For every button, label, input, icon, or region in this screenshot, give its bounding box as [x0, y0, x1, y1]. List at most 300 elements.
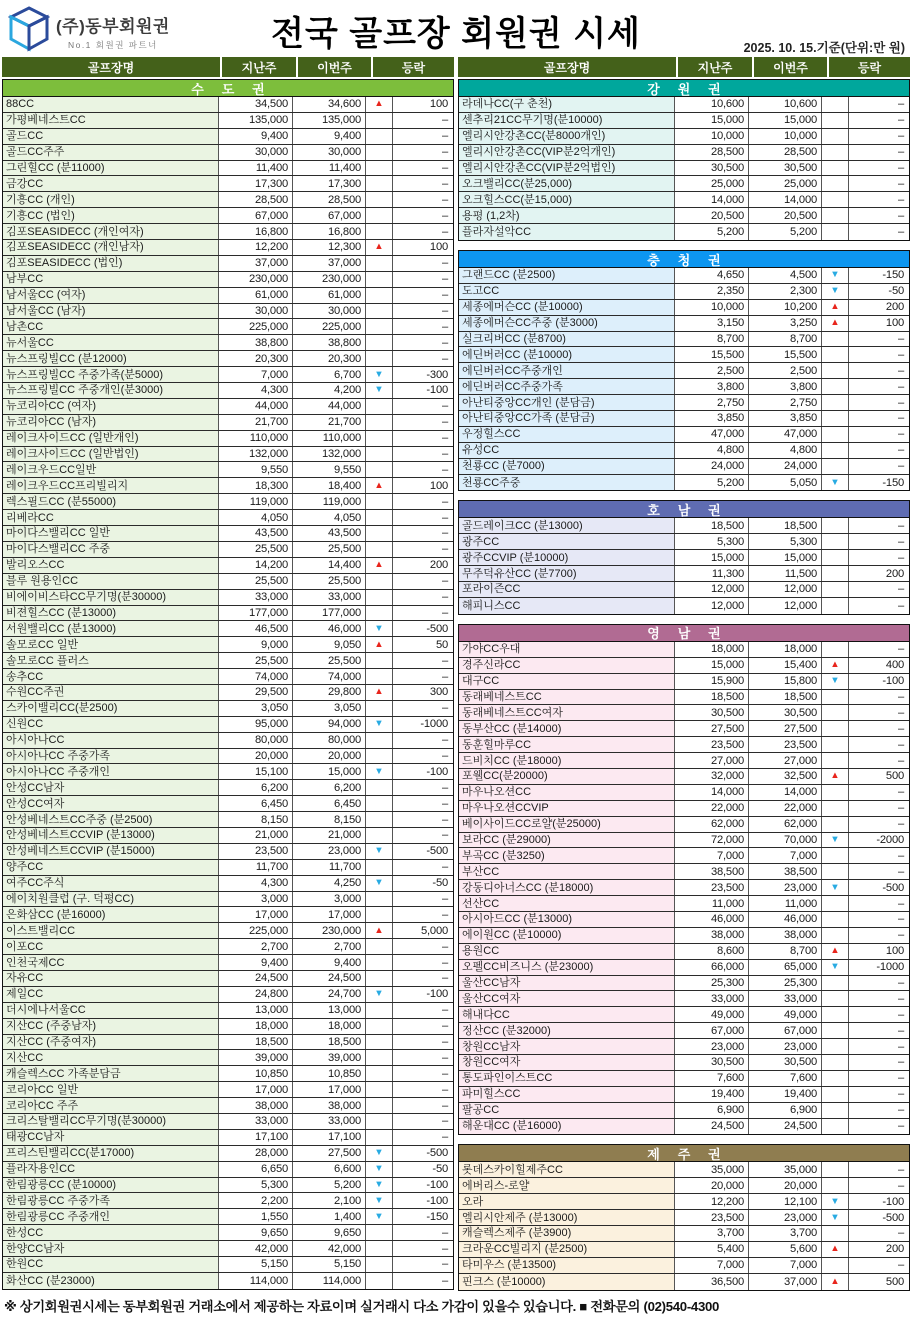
- last-week-price-cell: 7,000: [675, 1258, 749, 1273]
- table-row: [459, 347, 909, 363]
- change-direction-cell: [366, 971, 393, 986]
- last-week-price-cell: 33,000: [219, 590, 293, 605]
- table-row: [3, 939, 453, 955]
- this-week-price-cell: 94,000: [293, 717, 366, 732]
- course-name-cell: 솔모로CC 일반: [3, 637, 219, 652]
- last-week-price-cell: 30,000: [219, 145, 293, 160]
- column-header-course-name: 골프장명: [2, 57, 220, 77]
- last-week-price-cell: 38,000: [675, 928, 749, 943]
- change-value-cell: –: [393, 208, 452, 223]
- table-row: [459, 817, 909, 833]
- last-week-price-cell: 23,000: [675, 1039, 749, 1054]
- last-week-price-cell: 16,800: [219, 224, 293, 239]
- change-value-cell: –: [849, 864, 908, 879]
- course-name-cell: 아시아나CC 주중개인: [3, 764, 219, 779]
- last-week-price-cell: 37,000: [219, 256, 293, 271]
- course-name-cell: 지산CC: [3, 1050, 219, 1065]
- this-week-price-cell: 65,000: [749, 960, 822, 975]
- course-name-cell: 엘리시안강촌CC(VIP분2억개인): [459, 145, 675, 160]
- last-week-price-cell: 3,050: [219, 701, 293, 716]
- down-arrow-icon: ▼: [366, 1193, 393, 1208]
- down-arrow-icon: ▼: [366, 844, 393, 859]
- change-direction-cell: [366, 161, 393, 176]
- this-week-price-cell: 18,500: [293, 1035, 366, 1050]
- last-week-price-cell: 10,600: [675, 97, 749, 112]
- last-week-price-cell: 29,500: [219, 685, 293, 700]
- change-value-cell: -500: [849, 1210, 908, 1225]
- change-value-cell: -150: [393, 1209, 452, 1224]
- last-week-price-cell: 1,550: [219, 1209, 293, 1224]
- this-week-price-cell: 7,600: [749, 1071, 822, 1086]
- course-name-cell: 보라CC (분29000): [459, 833, 675, 848]
- course-name-cell: 실크리버CC (분8700): [459, 332, 675, 347]
- this-week-price-cell: 12,000: [749, 598, 822, 614]
- this-week-price-cell: 110,000: [293, 431, 366, 446]
- down-arrow-icon: ▼: [366, 383, 393, 398]
- last-week-price-cell: 25,500: [219, 542, 293, 557]
- change-direction-cell: [366, 669, 393, 684]
- course-name-cell: 안성베네스트CC주중 (분2500): [3, 812, 219, 827]
- course-name-cell: 골드CC: [3, 129, 219, 144]
- change-value-cell: –: [393, 161, 452, 176]
- change-value-cell: -100: [393, 987, 452, 1002]
- last-week-price-cell: 47,000: [675, 427, 749, 442]
- this-week-price-cell: 17,100: [293, 1130, 366, 1145]
- change-value-cell: –: [393, 399, 452, 414]
- change-value-cell: –: [393, 1241, 452, 1256]
- change-value-cell: –: [393, 701, 452, 716]
- change-direction-cell: [822, 145, 849, 160]
- change-direction-cell: [366, 780, 393, 795]
- last-week-price-cell: 20,500: [675, 208, 749, 223]
- change-value-cell: –: [393, 542, 452, 557]
- last-week-price-cell: 27,000: [675, 753, 749, 768]
- down-arrow-icon: ▼: [822, 268, 849, 283]
- this-week-price-cell: 4,200: [293, 383, 366, 398]
- up-arrow-icon: ▲: [822, 944, 849, 959]
- table-row: [3, 1019, 453, 1035]
- this-week-price-cell: 3,800: [749, 379, 822, 394]
- last-week-price-cell: 61,000: [219, 288, 293, 303]
- down-arrow-icon: ▼: [366, 1178, 393, 1193]
- change-value-cell: –: [849, 801, 908, 816]
- this-week-price-cell: 33,000: [293, 590, 366, 605]
- table-row: [3, 733, 453, 749]
- table-row: [3, 1241, 453, 1257]
- last-week-price-cell: 4,650: [675, 268, 749, 283]
- table-row: [3, 701, 453, 717]
- change-value-cell: –: [849, 642, 908, 657]
- table-row: [3, 1193, 453, 1209]
- change-direction-cell: [822, 912, 849, 927]
- course-name-cell: 팔공CC: [459, 1103, 675, 1118]
- last-week-price-cell: 38,000: [219, 1098, 293, 1113]
- this-week-price-cell: 21,700: [293, 415, 366, 430]
- change-value-cell: –: [849, 347, 908, 362]
- change-value-cell: –: [393, 828, 452, 843]
- change-direction-cell: [366, 304, 393, 319]
- left-column-header-row: [2, 57, 454, 77]
- region-body-sudogwon: [3, 97, 453, 1289]
- last-week-price-cell: 6,650: [219, 1162, 293, 1177]
- this-week-price-cell: 10,600: [749, 97, 822, 112]
- change-direction-cell: [366, 431, 393, 446]
- this-week-price-cell: 9,400: [293, 955, 366, 970]
- last-week-price-cell: 20,000: [219, 749, 293, 764]
- change-value-cell: -500: [393, 844, 452, 859]
- course-name-cell: 자유CC: [3, 971, 219, 986]
- change-direction-cell: [822, 598, 849, 614]
- last-week-price-cell: 6,450: [219, 796, 293, 811]
- change-direction-cell: [366, 510, 393, 525]
- course-name-cell: 이스트밸리CC: [3, 923, 219, 938]
- this-week-price-cell: 42,000: [293, 1241, 366, 1256]
- table-row: [459, 721, 909, 737]
- change-value-cell: -100: [393, 764, 452, 779]
- change-value-cell: –: [393, 939, 452, 954]
- change-direction-cell: [822, 1103, 849, 1118]
- this-week-price-cell: 38,800: [293, 335, 366, 350]
- table-row: [459, 1055, 909, 1071]
- table-row: [459, 737, 909, 753]
- change-value-cell: –: [393, 749, 452, 764]
- change-value-cell: –: [849, 928, 908, 943]
- course-name-cell: 롯데스카이힐제주CC: [459, 1162, 675, 1177]
- table-row: [459, 705, 909, 721]
- region-body-jeju: [459, 1162, 909, 1289]
- course-name-cell: 동훈힐마루CC: [459, 737, 675, 752]
- this-week-price-cell: 23,000: [749, 1039, 822, 1054]
- up-arrow-icon: ▲: [822, 1274, 849, 1290]
- this-week-price-cell: 13,000: [293, 1003, 366, 1018]
- last-week-price-cell: 5,150: [219, 1257, 293, 1272]
- change-value-cell: –: [393, 1130, 452, 1145]
- change-value-cell: 500: [849, 1274, 908, 1290]
- last-week-price-cell: 23,500: [219, 844, 293, 859]
- this-week-price-cell: 23,000: [749, 1210, 822, 1225]
- last-week-price-cell: 80,000: [219, 733, 293, 748]
- right-column-header-row: [458, 57, 910, 77]
- change-value-cell: –: [393, 129, 452, 144]
- table-row: [3, 256, 453, 272]
- region-section-sudogwon: [2, 79, 454, 1290]
- this-week-price-cell: 18,500: [749, 690, 822, 705]
- change-value-cell: 300: [393, 685, 452, 700]
- change-direction-cell: [822, 721, 849, 736]
- this-week-price-cell: 4,800: [749, 443, 822, 458]
- last-week-price-cell: 13,000: [219, 1003, 293, 1018]
- change-value-cell: –: [393, 526, 452, 541]
- change-direction-cell: [822, 129, 849, 144]
- table-row: [459, 912, 909, 928]
- this-week-price-cell: 35,000: [749, 1162, 822, 1177]
- change-value-cell: –: [849, 459, 908, 474]
- table-row: [3, 129, 453, 145]
- change-direction-cell: [366, 892, 393, 907]
- table-row: [3, 272, 453, 288]
- course-name-cell: 양주CC: [3, 860, 219, 875]
- this-week-price-cell: 3,250: [749, 316, 822, 331]
- change-direction-cell: [822, 566, 849, 581]
- table-row: [3, 606, 453, 622]
- last-week-price-cell: 2,200: [219, 1193, 293, 1208]
- right-table-column: [458, 57, 910, 1291]
- last-week-price-cell: 18,000: [675, 642, 749, 657]
- table-row: [459, 192, 909, 208]
- table-row: [3, 494, 453, 510]
- change-direction-cell: [366, 192, 393, 207]
- this-week-price-cell: 11,400: [293, 161, 366, 176]
- last-week-price-cell: 5,200: [675, 224, 749, 240]
- this-week-price-cell: 177,000: [293, 606, 366, 621]
- table-row: [459, 1007, 909, 1023]
- last-week-price-cell: 10,850: [219, 1066, 293, 1081]
- change-direction-cell: [366, 272, 393, 287]
- change-direction-cell: [366, 335, 393, 350]
- this-week-price-cell: 21,000: [293, 828, 366, 843]
- this-week-price-cell: 17,000: [293, 1082, 366, 1097]
- this-week-price-cell: 20,300: [293, 351, 366, 366]
- last-week-price-cell: 17,000: [219, 1082, 293, 1097]
- change-value-cell: –: [393, 145, 452, 160]
- course-name-cell: 더시에나서울CC: [3, 1003, 219, 1018]
- this-week-price-cell: 30,500: [749, 161, 822, 176]
- table-row: [459, 550, 909, 566]
- change-direction-cell: [366, 288, 393, 303]
- last-week-price-cell: 49,000: [675, 1007, 749, 1022]
- change-direction-cell: [822, 224, 849, 240]
- course-name-cell: 은화삼CC (분16000): [3, 907, 219, 922]
- course-name-cell: 신원CC: [3, 717, 219, 732]
- change-value-cell: -150: [849, 475, 908, 491]
- table-row: [459, 1023, 909, 1039]
- last-week-price-cell: 14,200: [219, 558, 293, 573]
- course-name-cell: 안성CC남자: [3, 780, 219, 795]
- table-row: [459, 459, 909, 475]
- change-value-cell: –: [849, 1178, 908, 1193]
- change-value-cell: –: [393, 256, 452, 271]
- table-row: [459, 534, 909, 550]
- course-name-cell: 안성CC여자: [3, 796, 219, 811]
- last-week-price-cell: 8,700: [675, 332, 749, 347]
- last-week-price-cell: 24,500: [675, 1119, 749, 1135]
- change-direction-cell: [366, 1130, 393, 1145]
- this-week-price-cell: 132,000: [293, 447, 366, 462]
- table-row: [459, 1258, 909, 1274]
- change-value-cell: –: [393, 113, 452, 128]
- last-week-price-cell: 15,000: [675, 550, 749, 565]
- course-name-cell: 에버리스-로얄: [459, 1178, 675, 1193]
- change-direction-cell: [822, 395, 849, 410]
- change-direction-cell: [822, 801, 849, 816]
- this-week-price-cell: 70,000: [749, 833, 822, 848]
- course-name-cell: 라데나CC(구 춘천): [459, 97, 675, 112]
- table-row: [3, 558, 453, 574]
- last-week-price-cell: 25,500: [219, 574, 293, 589]
- this-week-price-cell: 15,500: [749, 347, 822, 362]
- course-name-cell: 코리아CC 일반: [3, 1082, 219, 1097]
- this-week-price-cell: 30,500: [749, 1055, 822, 1070]
- this-week-price-cell: 5,200: [749, 224, 822, 240]
- course-name-cell: 해내다CC: [459, 1007, 675, 1022]
- this-week-price-cell: 15,800: [749, 674, 822, 689]
- table-row: [3, 304, 453, 320]
- course-name-cell: 화산CC (분23000): [3, 1273, 219, 1289]
- last-week-price-cell: 27,500: [675, 721, 749, 736]
- course-name-cell: 울산CC여자: [459, 991, 675, 1006]
- table-row: [3, 319, 453, 335]
- last-week-price-cell: 5,400: [675, 1242, 749, 1257]
- change-direction-cell: [366, 526, 393, 541]
- course-name-cell: 핀크스 (분10000): [459, 1274, 675, 1290]
- column-header-this-week: 이번주: [754, 57, 827, 77]
- this-week-price-cell: 19,400: [749, 1087, 822, 1102]
- company-tagline: No.1 회원권 파트너: [67, 40, 158, 50]
- last-week-price-cell: 66,000: [675, 960, 749, 975]
- change-direction-cell: [366, 208, 393, 223]
- last-week-price-cell: 15,900: [675, 674, 749, 689]
- change-value-cell: –: [849, 224, 908, 240]
- this-week-price-cell: 28,500: [749, 145, 822, 160]
- change-value-cell: 400: [849, 658, 908, 673]
- change-value-cell: –: [849, 411, 908, 426]
- change-value-cell: –: [393, 574, 452, 589]
- change-value-cell: -300: [393, 367, 452, 382]
- last-week-price-cell: 6,900: [675, 1103, 749, 1118]
- course-name-cell: 통도파인이스트CC: [459, 1071, 675, 1086]
- change-value-cell: –: [849, 192, 908, 207]
- course-name-cell: 에이원CC (분10000): [459, 928, 675, 943]
- table-row: [3, 876, 453, 892]
- this-week-price-cell: 2,500: [749, 363, 822, 378]
- table-row: [459, 176, 909, 192]
- change-value-cell: –: [393, 304, 452, 319]
- change-direction-cell: [366, 1273, 393, 1289]
- change-direction-cell: [822, 753, 849, 768]
- last-week-price-cell: 5,300: [675, 534, 749, 549]
- last-week-price-cell: 22,000: [675, 801, 749, 816]
- table-row: [3, 351, 453, 367]
- this-week-price-cell: 25,500: [293, 653, 366, 668]
- last-week-price-cell: 18,300: [219, 478, 293, 493]
- this-week-price-cell: 17,300: [293, 176, 366, 191]
- region-body-gangwon: [459, 97, 909, 240]
- this-week-price-cell: 38,000: [293, 1098, 366, 1113]
- change-value-cell: –: [393, 431, 452, 446]
- course-name-cell: 동래베네스트CC여자: [459, 705, 675, 720]
- up-arrow-icon: ▲: [366, 240, 393, 255]
- this-week-price-cell: 30,000: [293, 145, 366, 160]
- this-week-price-cell: 7,000: [749, 848, 822, 863]
- change-direction-cell: [822, 550, 849, 565]
- change-value-cell: –: [849, 1162, 908, 1177]
- course-name-cell: 세종에머슨CC (분10000): [459, 300, 675, 315]
- change-direction-cell: [366, 113, 393, 128]
- this-week-price-cell: 2,700: [293, 939, 366, 954]
- this-week-price-cell: 2,300: [749, 284, 822, 299]
- change-value-cell: –: [393, 510, 452, 525]
- table-row: [459, 1178, 909, 1194]
- change-direction-cell: [366, 145, 393, 160]
- last-week-price-cell: 20,000: [675, 1178, 749, 1193]
- last-week-price-cell: 33,000: [219, 1114, 293, 1129]
- change-value-cell: 500: [849, 769, 908, 784]
- course-name-cell: 레이크우드CC프리빌리지: [3, 478, 219, 493]
- this-week-price-cell: 30,000: [293, 304, 366, 319]
- course-name-cell: 골드레이크CC (분13000): [459, 518, 675, 533]
- course-name-cell: 렉스필드CC (분55000): [3, 494, 219, 509]
- change-value-cell: –: [393, 351, 452, 366]
- this-week-price-cell: 46,000: [749, 912, 822, 927]
- table-row: [3, 97, 453, 113]
- down-arrow-icon: ▼: [366, 987, 393, 1002]
- this-week-price-cell: 14,000: [749, 785, 822, 800]
- table-row: [459, 411, 909, 427]
- this-week-price-cell: 33,000: [293, 1114, 366, 1129]
- table-row: [459, 475, 909, 491]
- change-direction-cell: [822, 1162, 849, 1177]
- course-name-cell: 도고CC: [459, 284, 675, 299]
- last-week-price-cell: 4,300: [219, 383, 293, 398]
- last-week-price-cell: 35,000: [675, 1162, 749, 1177]
- last-week-price-cell: 9,400: [219, 129, 293, 144]
- table-row: [459, 753, 909, 769]
- table-row: [459, 145, 909, 161]
- down-arrow-icon: ▼: [366, 367, 393, 382]
- table-row: [459, 443, 909, 459]
- last-week-price-cell: 17,000: [219, 907, 293, 922]
- last-week-price-cell: 9,000: [219, 637, 293, 652]
- course-name-cell: 포라이즌CC: [459, 582, 675, 597]
- change-value-cell: –: [393, 335, 452, 350]
- last-week-price-cell: 38,500: [675, 864, 749, 879]
- table-row: [3, 447, 453, 463]
- change-direction-cell: [366, 319, 393, 334]
- last-week-price-cell: 11,400: [219, 161, 293, 176]
- change-value-cell: –: [849, 1226, 908, 1241]
- table-row: [459, 518, 909, 534]
- course-name-cell: 아난티중앙CC가족 (분담금): [459, 411, 675, 426]
- table-row: [3, 828, 453, 844]
- last-week-price-cell: 18,000: [219, 1019, 293, 1034]
- this-week-price-cell: 6,900: [749, 1103, 822, 1118]
- course-name-cell: 남촌CC: [3, 319, 219, 334]
- table-row: [3, 892, 453, 908]
- last-week-price-cell: 46,000: [675, 912, 749, 927]
- this-week-price-cell: 62,000: [749, 817, 822, 832]
- last-week-price-cell: 230,000: [219, 272, 293, 287]
- course-name-cell: 아난티중앙CC개인 (분담금): [459, 395, 675, 410]
- region-section-jeju: [458, 1144, 910, 1290]
- change-direction-cell: [366, 749, 393, 764]
- change-direction-cell: [366, 224, 393, 239]
- this-week-price-cell: 3,850: [749, 411, 822, 426]
- change-direction-cell: [822, 928, 849, 943]
- down-arrow-icon: ▼: [822, 284, 849, 299]
- column-header-change: 등락: [829, 57, 910, 77]
- table-row: [3, 1082, 453, 1098]
- last-week-price-cell: 25,300: [675, 976, 749, 991]
- course-name-cell: 기흥CC (개인): [3, 192, 219, 207]
- course-name-cell: 남부CC: [3, 272, 219, 287]
- this-week-price-cell: 2,100: [293, 1193, 366, 1208]
- change-direction-cell: [366, 1050, 393, 1065]
- this-week-price-cell: 225,000: [293, 319, 366, 334]
- this-week-price-cell: 8,150: [293, 812, 366, 827]
- change-value-cell: –: [849, 1007, 908, 1022]
- table-row: [3, 780, 453, 796]
- down-arrow-icon: ▼: [822, 880, 849, 895]
